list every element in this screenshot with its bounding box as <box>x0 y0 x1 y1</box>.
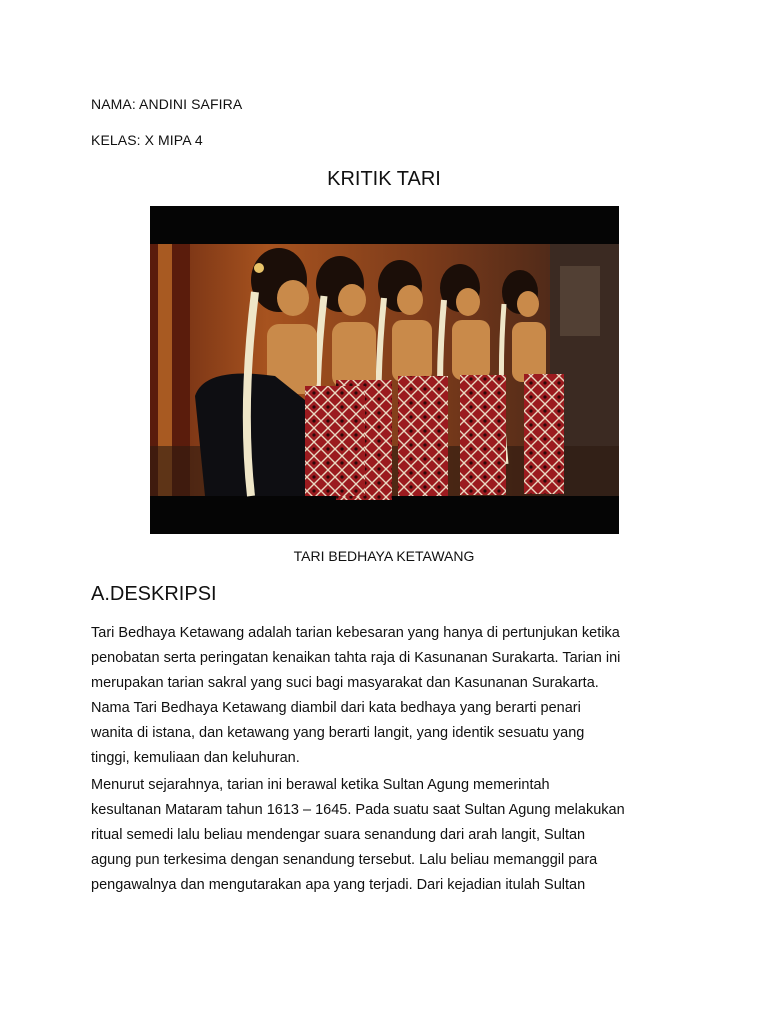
paragraph-line: pengawalnya dan mengutarakan apa yang terjadi. Dari kejadian itulah Sultan <box>91 877 586 893</box>
photo-caption: TARI BEDHAYA KETAWANG <box>293 548 475 564</box>
paragraph-line: wanita di istana, dan ketawang yang berarti langit, yang identik sesuatu yang <box>91 725 585 741</box>
paragraph-line: ritual semedi lalu beliau mendengar suara senandung dari arah langit, Sultan <box>91 827 586 843</box>
description-paragraph-2 <box>91 773 691 898</box>
dance-photo <box>150 206 619 534</box>
section-heading: A.DESKRIPSI <box>91 583 217 605</box>
paragraph-line: Menurut sejarahnya, tarian ini berawal ketika Sultan Agung memerintah <box>91 777 550 793</box>
paragraph-line: merupakan tarian sakral yang suci bagi masyarakat dan Kasunanan Surakarta. <box>91 675 599 691</box>
paragraph-line: kesultanan Mataram tahun 1613 – 1645. Pada suatu saat Sultan Agung melakukan <box>91 802 625 818</box>
document-title: KRITIK TARI <box>327 168 441 190</box>
dance-photo-illustration <box>150 206 619 534</box>
paragraph-line: Tari Bedhaya Ketawang adalah tarian kebesaran yang hanya di pertunjukan ketika <box>91 625 620 641</box>
paragraph-line: penobatan serta peringatan kenaikan tahta raja di Kasunanan Surakarta. Tarian ini <box>91 650 621 666</box>
paragraph-line: Nama Tari Bedhaya Ketawang diambil dari kata bedhaya yang berarti penari <box>91 700 581 716</box>
paragraph-line: agung pun terkesima dengan senandung tersebut. Lalu beliau memanggil para <box>91 852 598 868</box>
paragraph-line: tinggi, kemuliaan dan keluhuran. <box>91 750 300 766</box>
student-class-line: KELAS: X MIPA 4 <box>91 132 203 148</box>
description-paragraph-1 <box>91 621 691 771</box>
student-name-line: NAMA: ANDINI SAFIRA <box>91 96 243 112</box>
